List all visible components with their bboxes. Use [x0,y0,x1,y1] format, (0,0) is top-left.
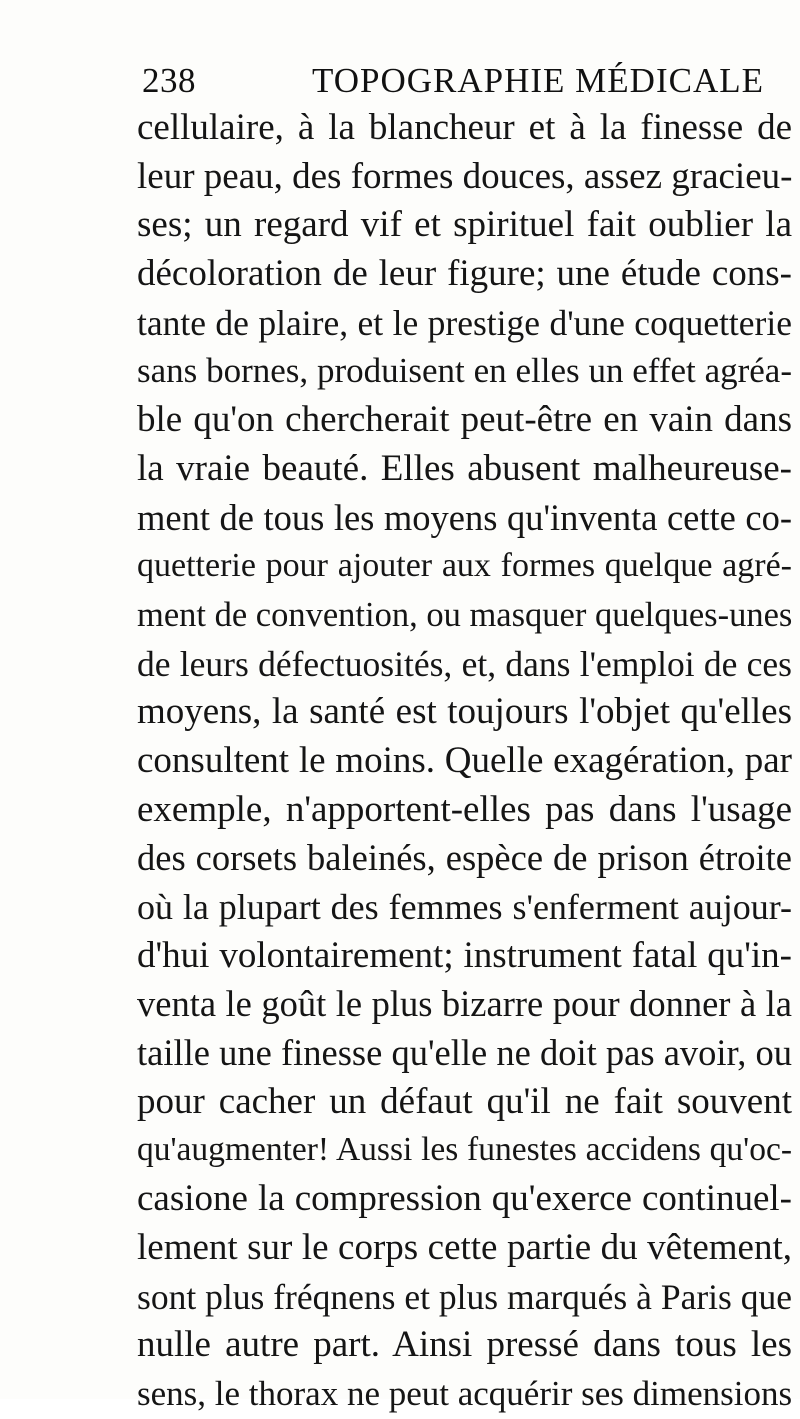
text-line: tante de plaire, et le prestige d'une coquetterie [137,302,792,343]
text-line: qu'augmenter! Aussi les funestes accidens qu'oc- [137,1131,792,1169]
text-line: des corsets baleinés, espèce de prison étroite [137,837,792,879]
text-line: où la plupart des femmes s'enferment aujour- [137,887,792,927]
text-line: leur peau, des formes douces, assez gracieu- [137,155,793,197]
text-line: venta le goût le plus bizarre pour donner à la [137,983,792,1025]
text-line: la vraie beauté. Elles abusent malheureuse- [137,447,792,489]
text-line: consultent le moins. Quelle exagération, par [137,739,792,781]
text-line: ble qu'on chercherait peut-être en vain dans [137,399,792,441]
text-line: ment de tous les moyens qu'inventa cette co- [137,496,792,538]
running-title: TOPOGRAPHIE MÉDICALE [312,61,764,100]
text-line: sens, le thorax ne peut acquérir ses dimensions [137,1373,793,1413]
page-number: 238 [142,61,196,100]
text-line: pour cacher un défaut qu'il ne fait souvent [137,1080,792,1122]
text-line: nulle autre part. Ainsi pressé dans tous les [137,1324,792,1366]
text-line: sont plus fréqnens et plus marqués à Paris que [137,1276,792,1317]
text-line: moyens, la santé est toujours l'objet qu'elles [137,691,792,733]
body-text [137,104,792,1419]
text-line: décoloration de leur figure; une étude cons- [137,253,792,295]
text-line: de leurs défectuosités, et, dans l'emploi de ces [137,643,792,684]
text-line: cellulaire, à la blancheur et à la finesse de [137,107,792,148]
running-head [142,56,792,106]
text-line: ses; un regard vif et spirituel fait oublier la [137,204,792,246]
text-line: ment de convention, ou masquer quelques-unes [137,595,793,634]
text-line: quetterie pour ajouter aux formes quelque agré- [137,547,792,585]
text-line: sans bornes, produisent en elles un effet agréa- [137,351,792,391]
text-line: exemple, n'apportent-elles pas dans l'usage [137,788,792,830]
text-line: lement sur le corps cette partie du vêtement, [137,1226,792,1268]
text-line: taille une finesse qu'elle ne doit pas avoir, ou [137,1032,792,1074]
text-line: casione la compression qu'exerce continuel- [137,1178,792,1220]
text-line: d'hui volontairement; instrument fatal qu'in- [137,934,792,976]
